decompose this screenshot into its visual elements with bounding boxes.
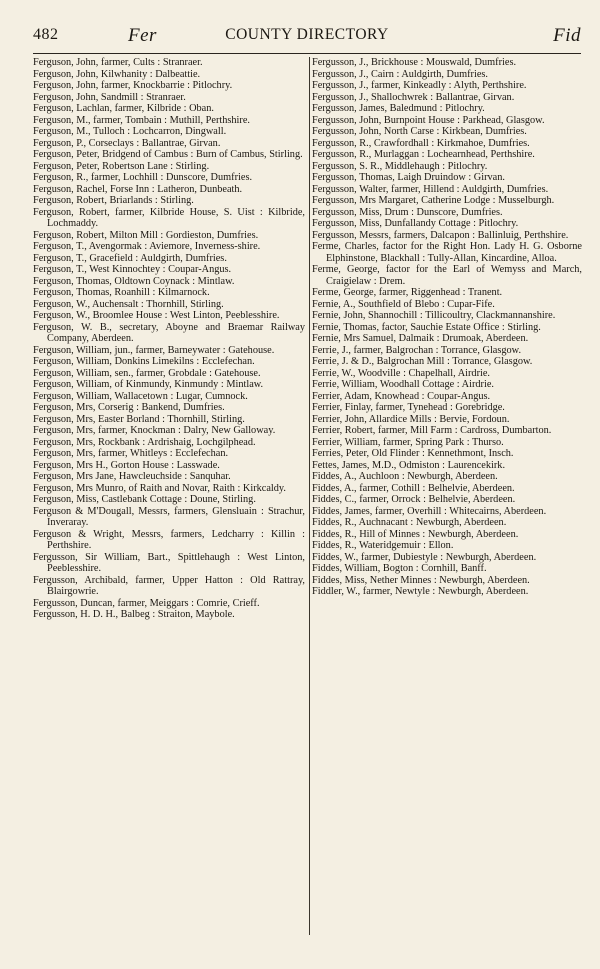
directory-entry: Ferrie, William, Woodhall Cottage : Airdrie. <box>312 379 494 390</box>
directory-entry: Ferguson, William, Donkins Limekilns : Ecclefechan. <box>33 356 255 367</box>
directory-entry: Ferguson & Wright, Messrs, farmers, Ledcharry : Killin : Perthshire. <box>33 528 305 551</box>
directory-entry: Fergusson, R., Crawfordhall : Kirkmahoe, Dumfries. <box>312 137 530 149</box>
directory-entry: Fergusson, Thomas, Laigh Druindow : Girvan. <box>312 172 505 183</box>
directory-entry: Ferguson, William, of Kinmundy, Kinmundy : Mintlaw. <box>33 379 264 390</box>
directory-entry: Fernie, Thomas, factor, Sauchie Estate Office : Stirling. <box>312 321 541 333</box>
directory-entry: Ferguson, William, Wallacetown : Lugar, Cumnock. <box>33 390 248 402</box>
directory-entry: Fiddes, Miss, Nether Minnes : Newburgh, Aberdeen. <box>312 574 530 586</box>
directory-entry: Ferrier, Finlay, farmer, Tynehead : Gorebridge. <box>312 402 505 413</box>
right-column <box>312 57 582 598</box>
directory-entry: Fiddes, R., Hill of Minnes : Newburgh, Aberdeen. <box>312 528 519 540</box>
directory-entry: Ferme, Charles, factor for the Right Hon. Lady H. G. Osborne Elphinstone, Blackhall : Tully-Allan, Kincardine, Alloa. <box>312 241 582 264</box>
directory-entry: Ferguson, Robert, Milton Mill : Gordieston, Dumfries. <box>33 229 259 241</box>
directory-entry: Fiddes, William, Bogton : Cornhill, Banff. <box>312 563 487 574</box>
column-divider <box>309 57 310 935</box>
directory-entry: Ferrier, John, Allardice Mills : Bervie, Fordoun. <box>312 413 510 425</box>
directory-entry: Ferguson & M'Dougall, Messrs, farmers, Glensluain : Strachur, Inveraray. <box>33 505 305 528</box>
directory-entry: Fiddes, W., farmer, Dubiestyle : Newburgh, Aberdeen. <box>312 551 537 563</box>
header-rule <box>33 53 581 54</box>
directory-entry: Ferguson, Robert, Briarlands : Stirling. <box>33 195 194 206</box>
directory-entry: Ferguson, Mrs, Rockbank : Ardrishaig, Lochgilphead. <box>33 436 256 448</box>
directory-entry: Fergusson, John, Burnpoint House : Parkhead, Glasgow. <box>312 114 545 126</box>
directory-entry: Fergusson, Sir William, Bart., Spittlehaugh : West Linton, Peeblesshire. <box>33 551 305 574</box>
directory-entry: Ferguson, Miss, Castlebank Cottage : Doune, Stirling. <box>33 494 256 505</box>
directory-entry: Ferguson, Rachel, Forse Inn : Latheron, Dunbeath. <box>33 183 243 195</box>
directory-entry: Ferries, Peter, Old Flinder : Kennethmont, Insch. <box>312 448 514 459</box>
directory-entry: Fiddes, R., Wateridgemuir : Ellon. <box>312 540 454 551</box>
directory-entry: Ferguson, Mrs H., Gorton House : Lasswade. <box>33 459 220 471</box>
directory-entry: Ferme, George, factor for the Earl of Wemyss and March, Craigielaw : Drem. <box>312 264 582 287</box>
directory-entry: Ferguson, Peter, Robertson Lane : Stirling. <box>33 160 210 172</box>
left-column <box>33 57 305 621</box>
directory-entry: Ferguson, Robert, farmer, Kilbride House, S. Uist : Kilbride, Lochmaddy. <box>33 206 305 229</box>
directory-entry: Ferguson, R., farmer, Lochhill : Dunscore, Dumfries. <box>33 172 253 183</box>
directory-entry: Fergusson, R., Murlaggan : Lochearnhead, Perthshire. <box>312 149 535 160</box>
directory-entry: Ferguson, Mrs Jane, Hawcleuchside : Sanquhar. <box>33 471 231 482</box>
directory-entry: Ferguson, Mrs, Corserig : Bankend, Dumfries. <box>33 402 225 413</box>
directory-entry: Fergusson, Archibald, farmer, Upper Hatton : Old Rattray, Blairgowrie. <box>33 574 305 597</box>
directory-entry: Ferguson, Thomas, Oldtown Coynack : Mintlaw. <box>33 275 235 287</box>
directory-entry: Ferrier, Robert, farmer, Mill Farm : Cardross, Dumbarton. <box>312 425 552 436</box>
directory-entry: Fergusson, James, Baledmund : Pitlochry. <box>312 103 485 114</box>
directory-entry: Fergusson, S. R., Middlehaugh : Pitlochry. <box>312 160 488 172</box>
directory-entry: Ferguson, T., Gracefield : Auldgirth, Dumfries. <box>33 252 227 264</box>
directory-entry: Fergusson, John, North Carse : Kirkbean, Dumfries. <box>312 126 527 137</box>
directory-entry: Ferguson, Thomas, Roanhill : Kilmarnock. <box>33 287 210 298</box>
page-number: 482 <box>33 26 59 43</box>
directory-entry: Fiddes, C., farmer, Orrock : Belhelvie, Aberdeen. <box>312 494 516 505</box>
directory-entry: Fernie, A., Southfield of Blebo : Cupar-Fife. <box>312 298 495 310</box>
directory-entry: Ferguson, John, farmer, Knockbarrie : Pitlochry. <box>33 80 233 91</box>
directory-entry: Fergusson, Walter, farmer, Hillend : Auldgirth, Dumfries. <box>312 183 549 195</box>
directory-entry: Fiddes, A., farmer, Cothill : Belhelvie, Aberdeen. <box>312 482 515 494</box>
running-title: COUNTY DIRECTORY <box>225 26 389 43</box>
directory-entry: Ferrie, J. & D., Balgrochan Mill : Torrance, Glasgow. <box>312 356 533 367</box>
right-guide-word: Fid <box>553 25 581 46</box>
directory-entry: Ferguson, P., Corseclays : Ballantrae, Girvan. <box>33 137 221 149</box>
directory-entry: Fergusson, Miss, Drum : Dunscore, Dumfries. <box>312 206 503 218</box>
directory-entry: Fergusson, Miss, Dunfallandy Cottage : Pitlochry. <box>312 218 519 229</box>
directory-entry: Fergusson, Duncan, farmer, Meiggars : Comrie, Crieff. <box>33 597 260 609</box>
directory-entry: Fiddler, W., farmer, Newtyle : Newburgh, Aberdeen. <box>312 586 529 597</box>
directory-entry: Ferguson, Mrs, farmer, Knockman : Dalry, New Galloway. <box>33 425 276 436</box>
directory-entry: Fergusson, J., Shallochwrek : Ballantrae, Girvan. <box>312 91 515 103</box>
directory-entry: Fernie, Mrs Samuel, Dalmaik : Drumoak, Aberdeen. <box>312 333 529 344</box>
directory-entry: Fergusson, J., Cairn : Auldgirth, Dumfries. <box>312 68 488 80</box>
directory-entry: Fergusson, H. D. H., Balbeg : Straiton, Maybole. <box>33 609 235 620</box>
directory-entry: Ferguson, T., Avengormak : Aviemore, Inverness-shire. <box>33 241 261 252</box>
directory-entry: Ferrie, J., farmer, Balgrochan : Torrance, Glasgow. <box>312 344 522 356</box>
directory-entry: Ferguson, William, jun., farmer, Barneywater : Gatehouse. <box>33 344 275 356</box>
directory-entry: Ferguson, William, sen., farmer, Grobdale : Gatehouse. <box>33 367 261 379</box>
directory-entry: Ferguson, M., farmer, Tombain : Muthill, Perthshire. <box>33 114 250 126</box>
directory-entry: Ferguson, Mrs, farmer, Whitleys : Ecclefechan. <box>33 448 229 459</box>
directory-entry: Ferguson, John, Sandmill : Stranraer. <box>33 91 186 103</box>
directory-entry: Ferguson, Mrs Munro, of Raith and Novar, Raith : Kirkcaldy. <box>33 482 286 494</box>
directory-entry: Fiddes, James, farmer, Overhill : Whitecairns, Aberdeen. <box>312 505 547 517</box>
page-header <box>33 26 581 48</box>
directory-entry: Ferguson, T., West Kinnochtey : Coupar-Angus. <box>33 264 232 275</box>
directory-entry: Ferrier, Adam, Knowhead : Coupar-Angus. <box>312 390 491 402</box>
directory-entry: Ferguson, M., Tulloch : Lochcarron, Dingwall. <box>33 126 227 137</box>
directory-entry: Ferguson, W., Auchensalt : Thornhill, Stirling. <box>33 298 224 310</box>
directory-entry: Ferguson, Lachlan, farmer, Kilbride : Oban. <box>33 103 214 114</box>
directory-entry: Fergusson, J., farmer, Kinkeadly : Alyth, Perthshire. <box>312 80 527 91</box>
directory-entry: Fernie, John, Shannochill : Tillicoultry, Clackmannanshire. <box>312 310 556 321</box>
directory-entry: Ferguson, Peter, Bridgend of Cambus : Burn of Cambus, Stirling. <box>33 149 303 160</box>
directory-entry: Fergusson, Mrs Margaret, Catherine Lodge : Musselburgh. <box>312 195 555 206</box>
directory-entry: Ferme, George, farmer, Riggenhead : Tranent. <box>312 287 503 298</box>
directory-entry: Fettes, James, M.D., Odmiston : Laurencekirk. <box>312 459 506 471</box>
directory-entry: Ferguson, W., Broomlee House : West Linton, Peeblesshire. <box>33 310 280 321</box>
left-guide-word: Fer <box>128 25 157 46</box>
directory-entry: Fergusson, Messrs, farmers, Dalcapon : Ballinluig, Perthshire. <box>312 229 569 241</box>
directory-entry: Fiddes, A., Auchloon : Newburgh, Aberdeen. <box>312 471 498 482</box>
directory-entry: Ferrie, W., Woodville : Chapelhall, Airdrie. <box>312 367 491 379</box>
directory-entry: Ferguson, W. B., secretary, Aboyne and Braemar Railway Company, Aberdeen. <box>33 321 305 344</box>
directory-entry: Ferguson, John, Kilwhanity : Dalbeattie. <box>33 68 201 80</box>
directory-entry: Ferrier, William, farmer, Spring Park : Thurso. <box>312 436 504 448</box>
directory-entry: Fergusson, J., Brickhouse : Mouswald, Dumfries. <box>312 57 517 68</box>
directory-entry: Ferguson, Mrs, Easter Borland : Thornhill, Stirling. <box>33 413 245 425</box>
directory-entry: Fiddes, R., Auchnacant : Newburgh, Aberdeen. <box>312 517 507 528</box>
directory-entry: Ferguson, John, farmer, Cults : Stranraer. <box>33 57 203 68</box>
